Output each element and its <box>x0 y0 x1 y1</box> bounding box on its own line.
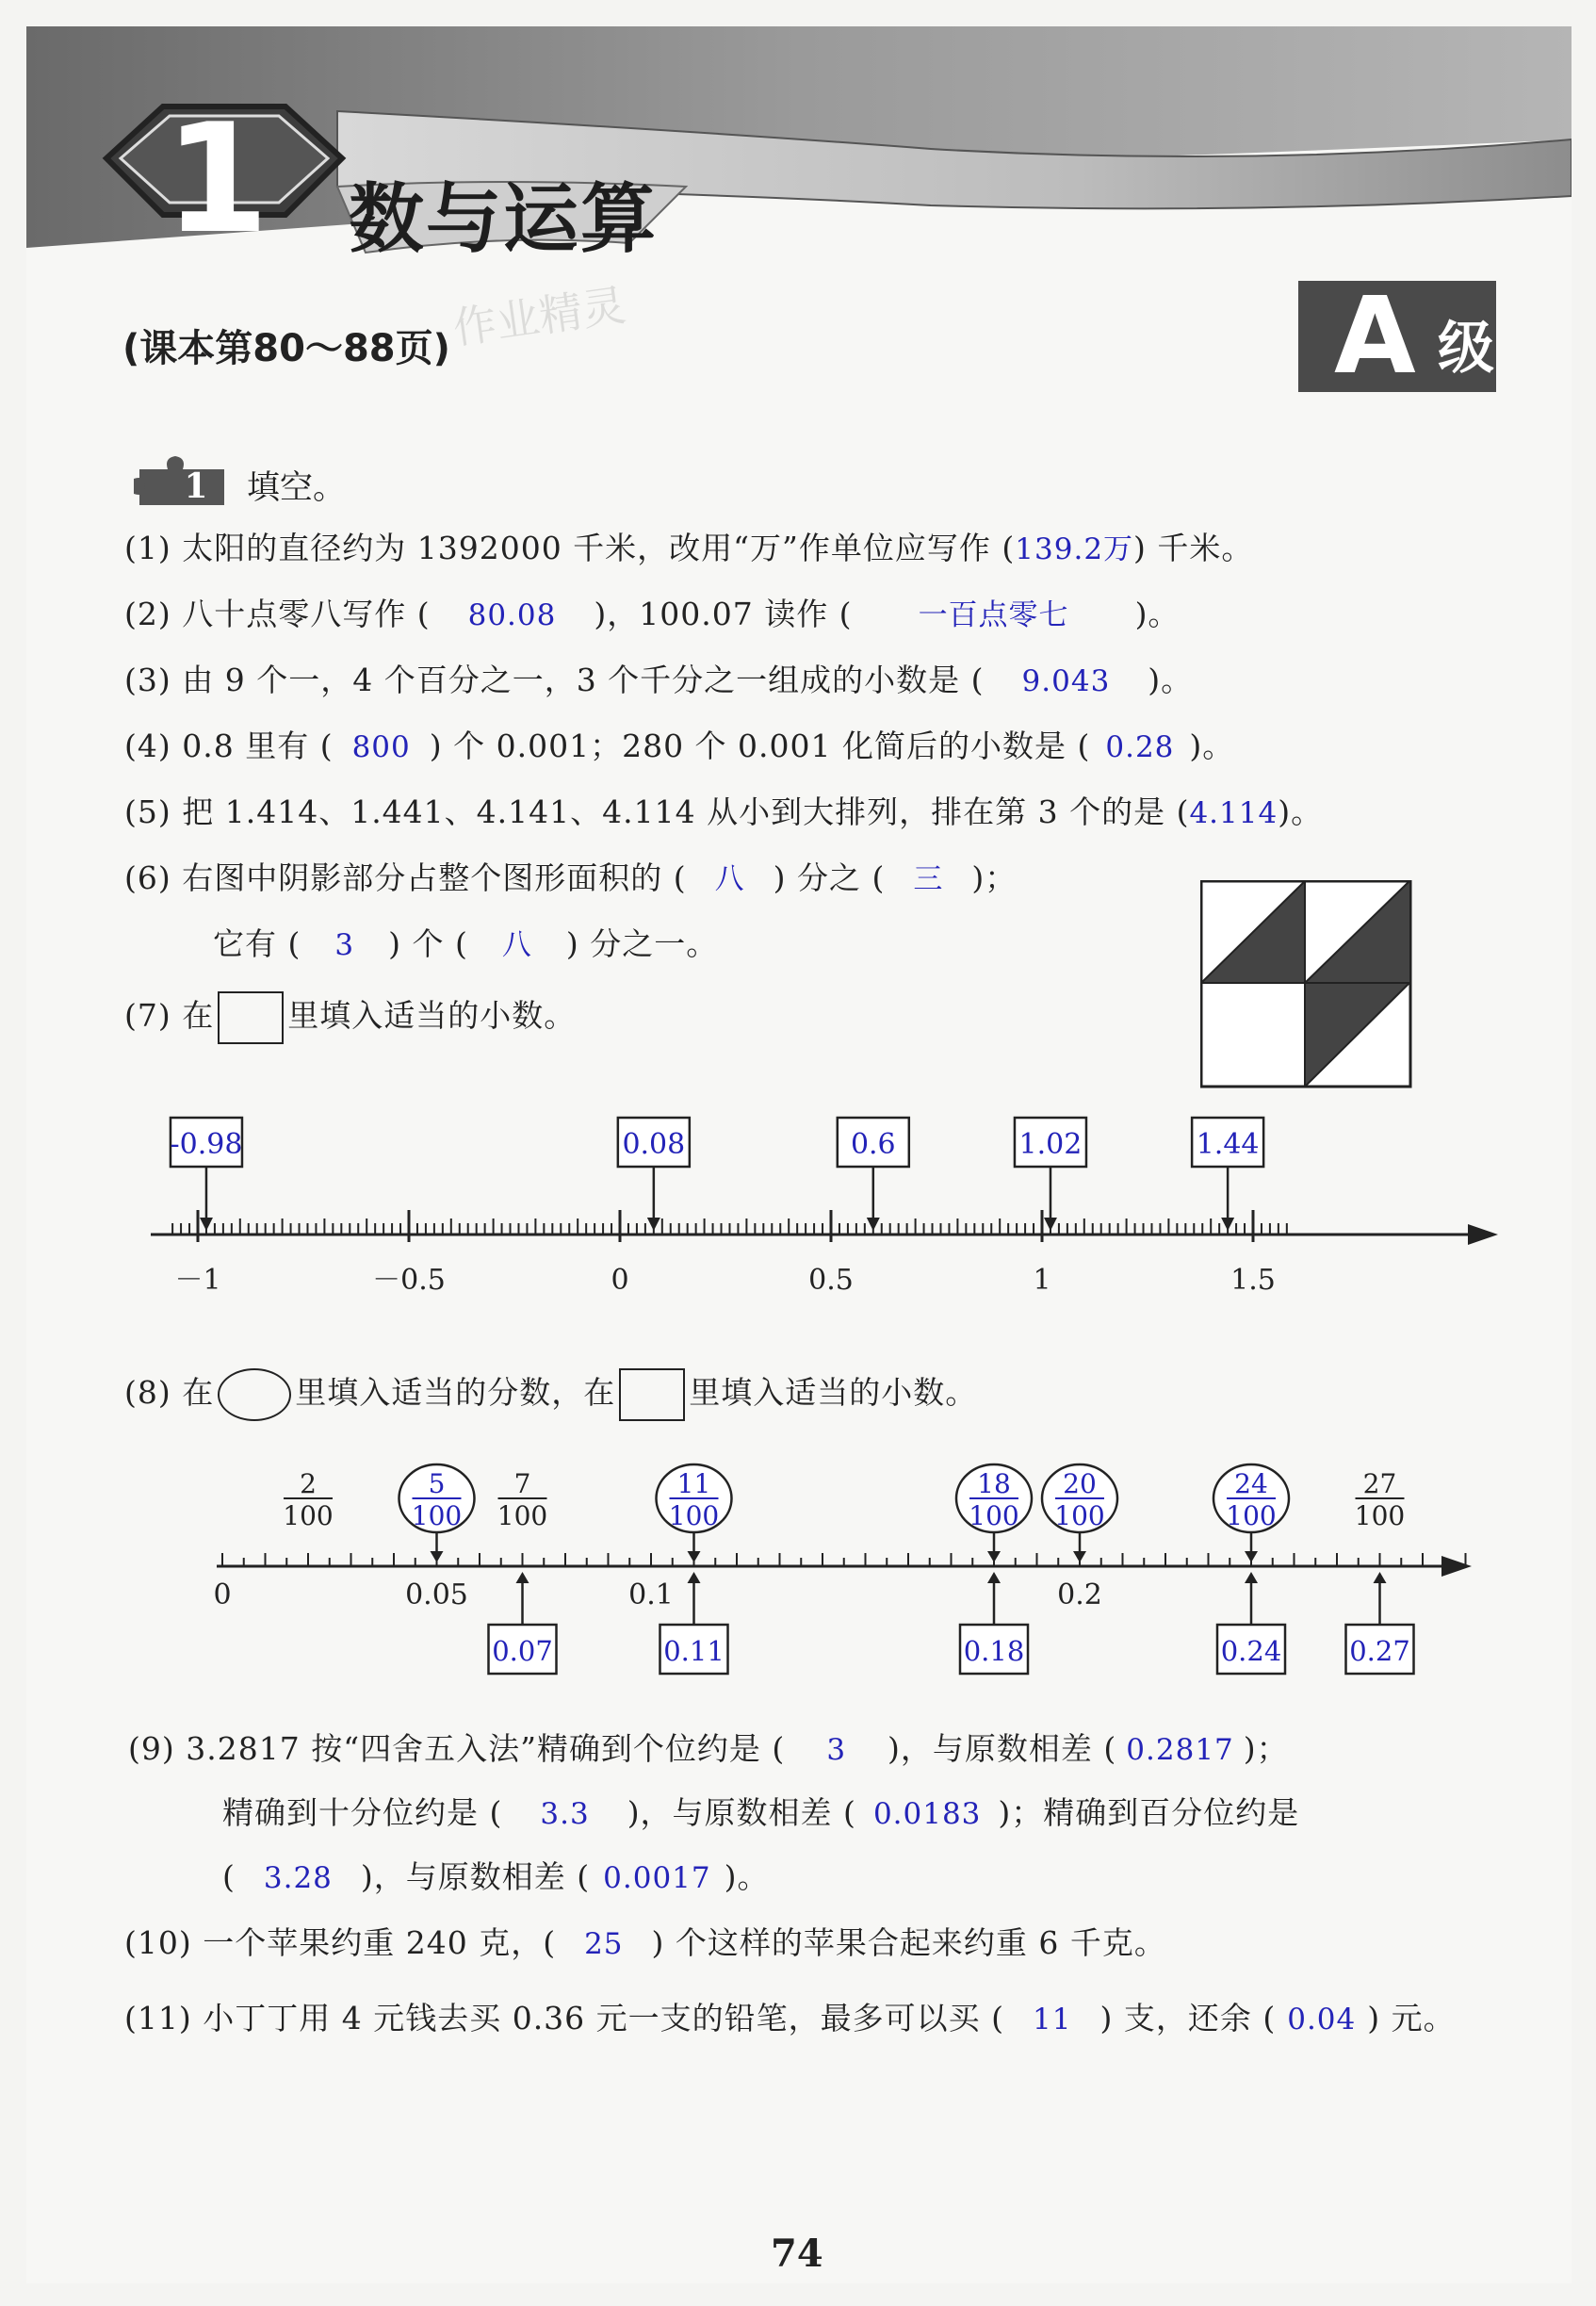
pointer-arrowhead <box>688 1572 701 1583</box>
fraction-numerator: 18 <box>977 1468 1011 1499</box>
fraction-numerator: 27 <box>1362 1468 1397 1499</box>
tick-label: 0.5 <box>808 1264 854 1297</box>
pointer-arrowhead <box>1245 1551 1258 1562</box>
answer-label: 0.27 <box>1349 1635 1410 1667</box>
fraction-denominator: 100 <box>283 1500 334 1531</box>
answer-label: 1.02 <box>1018 1128 1083 1161</box>
answer[interactable]: 一百点零七 <box>918 598 1069 632</box>
question-3: (3) 由 9 个一，4 个百分之一，3 个千分之一组成的小数是 ( 9.043 )。 <box>124 662 1194 698</box>
answer-label: 0.24 <box>1220 1635 1282 1667</box>
fraction-numerator: 5 <box>428 1468 446 1499</box>
answer-label: -0.98 <box>170 1128 243 1161</box>
answer[interactable]: 3.3 <box>540 1797 590 1831</box>
answer[interactable]: 0.28 <box>1105 730 1175 764</box>
answer[interactable]: 八 <box>714 862 745 896</box>
tick-label: 0.2 <box>1057 1578 1102 1611</box>
question-9c: ( 3.28 )，与原数相差 ( 0.0017 )。 <box>222 1858 770 1895</box>
fraction-denominator: 100 <box>969 1500 1019 1531</box>
answer[interactable]: 八 <box>501 928 532 962</box>
question-9b: 精确到十分位约是 ( 3.3 )，与原数相差 ( 0.0183 )；精确到百分位约是 <box>222 1794 1300 1831</box>
question-11: (11) 小丁丁用 4 元钱去买 0.36 元一支的铅笔，最多可以买 ( 11 ) 支，还余 ( 0.04 ) 元。 <box>124 2000 1456 2036</box>
number-line-2 <box>188 1451 1507 1677</box>
section-title: 填空。 <box>247 469 347 507</box>
fraction-numerator: 2 <box>300 1468 317 1499</box>
answer-label: 1.44 <box>1196 1128 1260 1161</box>
fraction-numerator: 24 <box>1234 1468 1268 1499</box>
tick-label: 0.05 <box>405 1578 468 1611</box>
answer-label: 0.07 <box>492 1635 553 1667</box>
question-10: (10) 一个苹果约重 240 克，( 25 ) 个这样的苹果合起来约重 6 千克。 <box>124 1924 1166 1961</box>
tick-label: －1 <box>174 1264 221 1297</box>
answer[interactable]: 3.28 <box>263 1861 333 1895</box>
pointer-arrowhead <box>987 1572 1001 1583</box>
axis-arrow <box>1441 1556 1472 1577</box>
watermark: 作业精灵 <box>449 279 629 354</box>
answer[interactable]: 0.0183 <box>872 1797 982 1831</box>
answer[interactable]: 9.043 <box>1021 664 1111 698</box>
pointer-arrowhead <box>1044 1218 1057 1231</box>
answer-box-sample <box>619 1368 685 1421</box>
answer[interactable]: 三 <box>913 862 944 896</box>
pointer-arrowhead <box>516 1572 529 1583</box>
question-7: (7) 在 里填入适当的小数。 <box>124 991 576 1044</box>
question-2: (2) 八十点零八写作 ( 80.08 )，100.07 读作 ( 一百点零七 )。 <box>124 596 1181 632</box>
axis-arrow <box>1468 1224 1498 1245</box>
pointer-arrowhead <box>647 1218 660 1231</box>
answer[interactable]: 0.04 <box>1287 2003 1357 2036</box>
answer[interactable]: 0.2817 <box>1126 1733 1234 1767</box>
answer[interactable]: 3 <box>826 1733 847 1767</box>
chapter-title: 数与运算 <box>349 175 658 263</box>
puzzle-icon <box>130 452 243 509</box>
level-suffix: 级 <box>1438 316 1494 382</box>
tick-label: 1 <box>1033 1264 1051 1297</box>
fraction-denominator: 100 <box>411 1500 463 1531</box>
pointer-arrowhead <box>431 1551 444 1562</box>
section-number: 1 <box>184 466 208 506</box>
answer-label: 0.11 <box>663 1635 725 1667</box>
tick-label: －0.5 <box>372 1264 446 1297</box>
question-9a: (9) 3.2817 按“四舍五入法”精确到个位约是 ( 3 )，与原数相差 ( 0.2817 )； <box>128 1730 1289 1767</box>
tick-label: 0 <box>611 1264 629 1297</box>
answer[interactable]: 800 <box>351 730 411 764</box>
fraction-denominator: 100 <box>497 1500 548 1531</box>
shaded-figure <box>1200 880 1413 1089</box>
question-1: (1) 太阳的直径约为 1392000 千米，改用“万”作单位应写作 (139.2万) 千米。 <box>124 530 1254 566</box>
tick-label: 0 <box>213 1578 232 1611</box>
pointer-arrowhead <box>688 1551 701 1562</box>
answer[interactable]: 0.0017 <box>603 1861 711 1895</box>
level-badge <box>1298 275 1496 398</box>
pointer-arrowhead <box>987 1551 1001 1562</box>
answer-oval-sample <box>218 1368 291 1421</box>
fraction-denominator: 100 <box>1054 1500 1105 1531</box>
pointer-arrowhead <box>1374 1572 1387 1583</box>
pointer-arrowhead <box>1073 1551 1086 1562</box>
question-6b: 它有 ( 3 ) 个 ( 八 ) 分之一。 <box>213 925 719 962</box>
fraction-numerator: 20 <box>1063 1468 1097 1499</box>
page-subtitle: (课本第80～88页) <box>122 327 450 370</box>
pointer-arrowhead <box>1221 1218 1234 1231</box>
question-8: (8) 在 里填入适当的分数，在 里填入适当的小数。 <box>124 1368 977 1421</box>
question-5: (5) 把 1.414、1.441、4.141、4.114 从小到大排列，排在第 3 个的是 (4.114)。 <box>124 793 1324 830</box>
answer-label: 0.08 <box>622 1128 686 1161</box>
tick-label: 0.1 <box>628 1578 674 1611</box>
number-line-1 <box>141 1103 1507 1319</box>
answer[interactable]: 139.2万 <box>1015 532 1134 566</box>
pointer-arrowhead <box>1245 1572 1258 1583</box>
fraction-numerator: 7 <box>513 1468 531 1499</box>
answer[interactable]: 3 <box>334 928 355 962</box>
tick-label: 1.5 <box>1230 1264 1276 1297</box>
answer[interactable]: 80.08 <box>467 598 557 632</box>
level-letter: A <box>1334 275 1416 398</box>
fraction-denominator: 100 <box>668 1500 720 1531</box>
answer[interactable]: 25 <box>584 1927 624 1961</box>
pointer-arrowhead <box>867 1218 880 1231</box>
question-6a: (6) 右图中阴影部分占整个图形面积的 ( 八 ) 分之 ( 三 )； <box>124 859 1018 896</box>
answer-box-sample <box>218 991 284 1044</box>
pointer-arrowhead <box>200 1218 213 1231</box>
answer[interactable]: 4.114 <box>1189 796 1278 830</box>
page-number: 74 <box>771 2232 823 2276</box>
fraction-denominator: 100 <box>1226 1500 1277 1531</box>
fraction-denominator: 100 <box>1354 1500 1406 1531</box>
answer-label: 0.6 <box>850 1128 896 1161</box>
question-4: (4) 0.8 里有 ( 800 ) 个 0.001；280 个 0.001 化简后的小数是 ( 0.28 )。 <box>124 728 1235 764</box>
chapter-number: 1 <box>164 90 269 267</box>
answer[interactable]: 11 <box>1033 2003 1072 2036</box>
fraction-numerator: 11 <box>676 1468 711 1499</box>
answer-label: 0.18 <box>963 1635 1025 1667</box>
